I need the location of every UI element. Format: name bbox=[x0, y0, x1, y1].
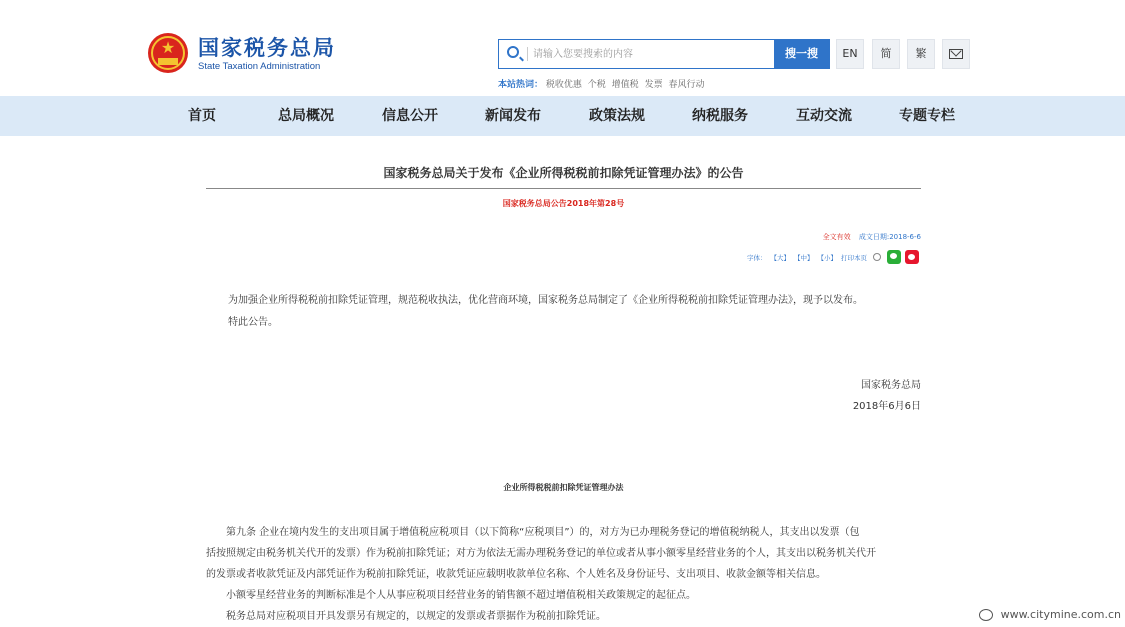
hot-word-link[interactable]: 增值税 bbox=[611, 80, 639, 90]
nav-item-overview[interactable]: 总局概况 bbox=[278, 108, 334, 124]
national-emblem-icon: ★ bbox=[148, 33, 188, 73]
main-nav bbox=[0, 96, 1125, 136]
traditional-chinese-button[interactable]: 繁 bbox=[907, 39, 935, 69]
body-paragraph: 小额零星经营业务的判断标准是个人从事应税项目经营业务的销售额不超过增值税相关政策规定的起征点。 bbox=[226, 590, 696, 601]
article-content bbox=[0, 136, 1125, 627]
print-button[interactable]: 打印本页 bbox=[841, 253, 867, 262]
regulation-title: 企业所得税税前扣除凭证管理办法 bbox=[503, 483, 624, 492]
article-9-line: 括按照规定由税务机关代开的发票）作为税前扣除凭证；对方为依法无需办理税务登记的单位或者从事小额零星经营业务的个人，其支出以税务机关代开 bbox=[206, 548, 876, 559]
english-version-button[interactable]: EN bbox=[836, 39, 864, 69]
intro-paragraph: 为加强企业所得税税前扣除凭证管理，规范税收执法，优化营商环境，国家税务总局制定了《企业所得税税前扣除凭证管理办法》，现予以发布。 bbox=[228, 295, 863, 306]
logo-title-cn: 国家税务总局 bbox=[198, 34, 336, 60]
watermark bbox=[979, 608, 1121, 621]
mail-icon bbox=[949, 49, 963, 59]
watermark-text: www.citymine.com.cn bbox=[1000, 608, 1121, 621]
nav-item-home[interactable]: 首页 bbox=[188, 108, 216, 124]
mail-button[interactable] bbox=[942, 39, 970, 69]
hot-word-link[interactable]: 税收优惠 bbox=[545, 80, 582, 90]
nav-item-info-disclosure[interactable]: 信息公开 bbox=[382, 108, 438, 124]
logo-title-en: State Taxation Administration bbox=[198, 60, 321, 72]
share-icon[interactable] bbox=[873, 253, 881, 261]
document-number: 国家税务总局公告2018年第28号 bbox=[502, 199, 625, 208]
font-large-button[interactable]: 【大】 bbox=[770, 253, 790, 262]
hot-word-link[interactable]: 春风行动 bbox=[668, 80, 705, 90]
signature-date: 2018年6月6日 bbox=[852, 401, 921, 412]
font-size-label: 字体： bbox=[747, 253, 767, 262]
simplified-chinese-button[interactable]: 简 bbox=[872, 39, 900, 69]
hot-word-link[interactable]: 发票 bbox=[644, 80, 663, 90]
wechat-share-icon[interactable] bbox=[887, 250, 901, 264]
title-divider bbox=[206, 188, 921, 189]
search-icon bbox=[507, 46, 519, 58]
nav-item-interaction[interactable]: 互动交流 bbox=[796, 108, 852, 124]
search-button[interactable]: 搜一搜 bbox=[774, 40, 829, 68]
watermark-logo-icon bbox=[979, 609, 993, 621]
hot-word-link[interactable]: 个税 bbox=[587, 80, 606, 90]
article-9-line: 的发票或者收款凭证及内部凭证作为税前扣除凭证，收款凭证应载明收款单位名称、个人姓名及身份证号、支出项目、收款金额等相关信息。 bbox=[206, 569, 826, 580]
signature-org: 国家税务总局 bbox=[861, 380, 921, 391]
font-medium-button[interactable]: 【中】 bbox=[794, 253, 814, 262]
site-header bbox=[0, 0, 1125, 96]
nav-item-special-topics[interactable]: 专题专栏 bbox=[899, 108, 955, 124]
nav-item-policy[interactable]: 政策法规 bbox=[589, 108, 645, 124]
issue-date: 成文日期:2018-6-6 bbox=[858, 233, 921, 241]
closing-paragraph: 特此公告。 bbox=[228, 317, 278, 328]
article-meta bbox=[823, 232, 921, 242]
article-title: 国家税务总局关于发布《企业所得税税前扣除凭证管理办法》的公告 bbox=[383, 166, 744, 180]
article-9-line: 第九条 企业在境内发生的支出项目属于增值税应税项目（以下简称“应税项目”）的，对方为已办理税务登记的增值税纳税人，其支出以发票（包 bbox=[226, 527, 860, 538]
nav-item-tax-service[interactable]: 纳税服务 bbox=[692, 108, 748, 124]
weibo-share-icon[interactable] bbox=[905, 250, 919, 264]
site-logo[interactable] bbox=[148, 33, 336, 73]
nav-item-news[interactable]: 新闻发布 bbox=[485, 108, 541, 124]
search-box bbox=[498, 39, 830, 69]
divider bbox=[527, 47, 528, 61]
article-tools bbox=[743, 250, 919, 264]
body-paragraph: 税务总局对应税项目开具发票另有规定的，以规定的发票或者票据作为税前扣除凭证。 bbox=[226, 611, 606, 622]
hot-words bbox=[498, 77, 707, 90]
validity-status: 全文有效 bbox=[822, 233, 851, 241]
hot-words-label: 本站热词： bbox=[498, 80, 544, 90]
font-small-button[interactable]: 【小】 bbox=[817, 253, 837, 262]
search-input[interactable] bbox=[533, 44, 769, 64]
